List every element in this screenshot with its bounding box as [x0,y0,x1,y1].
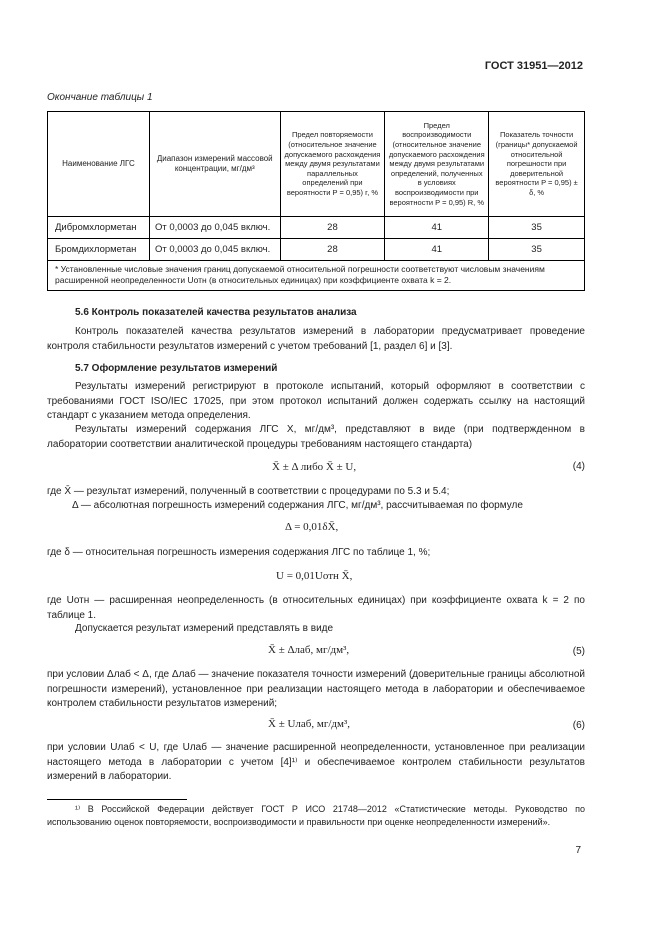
col-header-repeatability: Предел повторяемости (относительное значение допускаемого расхождения между двумя результатами параллельных определений при вероятности P = 0,95) r, % [280,112,385,217]
cell-range: От 0,0003 до 0,045 включ. [149,217,280,239]
formula-5-number: (5) [572,646,585,657]
section-5-7-paragraph-5: при условии Uлаб < U, где Uлаб — значение расширенной неопределенности, установленное при реализации настоящего метода в лаборатории с учетом [4]¹⁾ и обеспечиваемое контролем стабильности результатов измерений в лаборатории. [47,742,585,782]
section-5-7-paragraph-1: Результаты измерений регистрируют в протоколе испытаний, который оформляют в соответствии с требованиями ГОСТ ISO/IEC 17025, при этом протокол испытаний должен содержать ссылку на настоящий стандарт с указанием метода определения. [47,381,585,421]
cell-R: 41 [385,217,489,239]
table-row [48,217,585,239]
cell-delta: 35 [489,239,585,261]
section-5-6-title: 5.6 Контроль показателей качества результатов анализа [75,307,357,318]
formula-5: X̄ ± Δлаб, мг/дм³, [268,644,350,656]
formula-6-number: (6) [572,720,585,731]
where-u: где Uотн — расширенная неопределенность (в относительных единицах) при коэффициенте охвата k = 2 по таблице 1. [47,595,585,621]
cell-delta: 35 [489,217,585,239]
col-header-reproducibility: Предел воспроизводимости (относительное значение допускаемого расхождения между двумя результатами определений, полученных в условиях воспроизводимости при вероятности P = 0,95) R, % [385,112,489,217]
formula-4-number: (4) [572,461,585,472]
col-header-name: Наименование ЛГС [48,112,150,217]
table-caption: Окончание таблицы 1 [47,92,153,103]
section-5-7-paragraph-2: Результаты измерений содержания ЛГС X, мг/дм³, представляют в виде (при подтвержденном в лаборатории соответствии аналитической процедуры требованиям настоящего стандарта) [47,424,585,450]
section-5-7-paragraph-3: Допускается результат измерений представлять в виде [75,623,334,634]
document-header: ГОСТ 31951—2012 [484,60,583,72]
cell-r: 28 [280,239,385,261]
where-delta: Δ — абсолютная погрешность измерений содержания ЛГС, мг/дм³, рассчитываемая по формуле [72,500,523,511]
table-footnote: * Установленные числовые значения границ допускаемой относительной погрешности соответствуют числовым значениям расширенной неопределенности Uотн (в относительных единицах) при коэффициенте охвата k = 2. [48,261,585,291]
page-number: 7 [575,845,581,856]
data-table [47,111,585,291]
footnote-separator [47,799,187,800]
cell-R: 41 [385,239,489,261]
table-row [48,239,585,261]
cell-r: 28 [280,217,385,239]
cell-range: От 0,0003 до 0,045 включ. [149,239,280,261]
formula-6: X̄ ± Uлаб, мг/дм³, [268,718,351,730]
section-5-7-paragraph-4: при условии Δлаб < Δ, где Δлаб — значение показателя точности измерений (доверительные границы абсолютной погрешности измерений), установленное при реализации настоящего метода в лаборатории и обеспечиваемое контролем стабильности результатов измерений; [47,669,585,709]
formula-u: U = 0,01Uотн X̄, [276,570,353,582]
section-5-6-paragraph: Контроль показателей качества результатов измерений в лаборатории предусматривает проведение контроля стабильности результатов измерений с учетом требований [1, раздел 6] и [3]. [47,326,585,352]
page-footnote: ¹⁾ В Российской Федерации действует ГОСТ Р ИСО 21748—2012 «Статистические методы. Руководство по использованию оценок повторяемости, воспроизводимости и правильности при оценке неопределенности измерений». [47,804,585,827]
where-relative-error: где δ — относительная погрешность измерения содержания ЛГС по таблице 1, %; [47,547,431,558]
formula-delta: Δ = 0,01δX̄, [285,521,339,533]
cell-name: Бромдихлорметан [48,239,150,261]
col-header-range: Диапазон измерений массовой концентрации, мг/дм³ [149,112,280,217]
cell-name: Дибромхлорметан [48,217,150,239]
where-x: где X̄ — результат измерений, полученный в соответствии с процедурами по 5.3 и 5.4; [47,486,450,497]
col-header-accuracy: Показатель точности (границы* допускаемой относительной погрешности при доверительной вероятности P = 0,95) ± δ, % [489,112,585,217]
section-5-7-title: 5.7 Оформление результатов измерений [75,363,278,374]
formula-4: X̄ ± Δ либо X̄ ± U, [272,461,357,473]
